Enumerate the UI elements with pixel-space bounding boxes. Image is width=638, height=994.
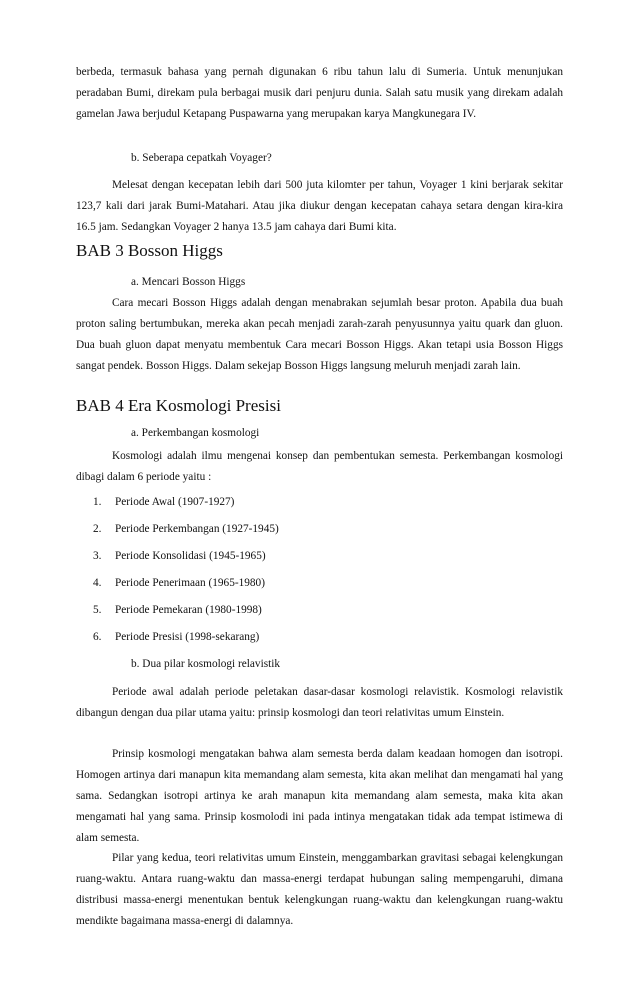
list-text: Periode Awal (1907-1927): [115, 496, 235, 508]
bab4-paragraph-b2: Prinsip kosmologi mengatakan bahwa alam semesta berda dalam keadaan homogen dan isotropi. Homogen artinya dari manapun kita memandang alam semesta, kita akan melihat dan mengamati hal yang sama. Sedangkan isotropi artinya ke arah manapun kita memandang alam semesta, maka kita akan mengamati hal yang sama. Prinsip kosmolodi ini pada intinya mengatakan tidak ada tempat istimewa di alam semesta.: [76, 748, 563, 844]
list-item: [93, 602, 262, 618]
bab4-paragraph-b3: Pilar yang kedua, teori relativitas umum Einstein, menggambarkan gravitasi sebagai kelengkungan ruang-waktu. Antara ruang-waktu dan massa-energi terdapat hubungan saling mempengaruhi, dimana distribusi massa-energi menentukan bentuk kelengkungan ruang-waktu dan kelengkungan ruang-waktu mendikte bagaimana massa-energi di dalamnya.: [76, 852, 563, 927]
bab4-paragraph-a: Kosmologi adalah ilmu mengenai konsep dan pembentukan semesta. Perkembangan kosmologi dibagi dalam 6 periode yaitu :: [76, 450, 563, 483]
list-item: [93, 548, 266, 564]
voyager-paragraph: Melesat dengan kecepatan lebih dari 500 juta kilomter per tahun, Voyager 1 kini berjarak sekitar 123,7 kali dari jarak Bumi-Matahari. Atau jika diukur dengan kecepatan cahaya setara dengan kira-kira 16.5 jam. Sedangkan Voyager 2 hanya 13.5 jam cahaya dari Bumi kita.: [76, 179, 563, 233]
list-text: Periode Konsolidasi (1945-1965): [115, 550, 266, 562]
bab3-heading: BAB 3 Bosson Higgs: [76, 241, 223, 260]
intro-paragraph: berbeda, termasuk bahasa yang pernah digunakan 6 ribu tahun lalu di Sumeria. Untuk menunjukan peradaban Bumi, direkam pula berbagai musik dari penjuru dunia. Salah satu musik yang direkam adalah gamelan Jawa berjudul Ketapang Puspawarna yang merupakan karya Mangkunegara IV.: [76, 66, 563, 120]
list-number: 5.: [93, 604, 102, 616]
list-text: Periode Presisi (1998-sekarang): [115, 631, 260, 643]
list-number: 4.: [93, 577, 102, 589]
bab4-paragraph-b1: Periode awal adalah periode peletakan dasar-dasar kosmologi relavistik. Kosmologi relavistik dibangun dengan dua pilar utama yaitu: prinsip kosmologi dan teori relativitas umum Einstein.: [76, 686, 563, 719]
bab3-paragraph: Cara mecari Bosson Higgs adalah dengan menabrakan sejumlah besar proton. Apabila dua buah proton saling bertumbukan, mereka akan pecah menjadi zarah-zarah penyusunnya yaitu quark dan gluon. Dua buah gluon dapat menyatu membentuk Cara mecari Bosson Higgs. Akan tetapi usia Bosson Higgs sangat pendek. Bosson Higgs. Dalam sekejap Bosson Higgs langsung meluruh menjadi zarah lain.: [76, 297, 563, 372]
bab3-subheading: a. Mencari Bosson Higgs: [131, 276, 246, 288]
list-text: Periode Perkembangan (1927-1945): [115, 523, 279, 535]
bab4-subheading-b: b. Dua pilar kosmologi relavistik: [131, 658, 281, 670]
list-number: 2.: [93, 523, 102, 535]
list-item: [93, 494, 234, 510]
list-number: 6.: [93, 631, 102, 643]
list-item: [93, 629, 259, 645]
list-text: Periode Penerimaan (1965-1980): [115, 577, 265, 589]
list-number: 1.: [93, 496, 102, 508]
bab4-heading: BAB 4 Era Kosmologi Presisi: [76, 396, 281, 415]
list-item: [93, 575, 265, 591]
voyager-subheading: b. Seberapa cepatkah Voyager?: [131, 152, 272, 164]
bab4-subheading-a: a. Perkembangan kosmologi: [131, 427, 260, 439]
list-number: 3.: [93, 550, 102, 562]
list-item: [93, 521, 279, 537]
list-text: Periode Pemekaran (1980-1998): [115, 604, 262, 616]
